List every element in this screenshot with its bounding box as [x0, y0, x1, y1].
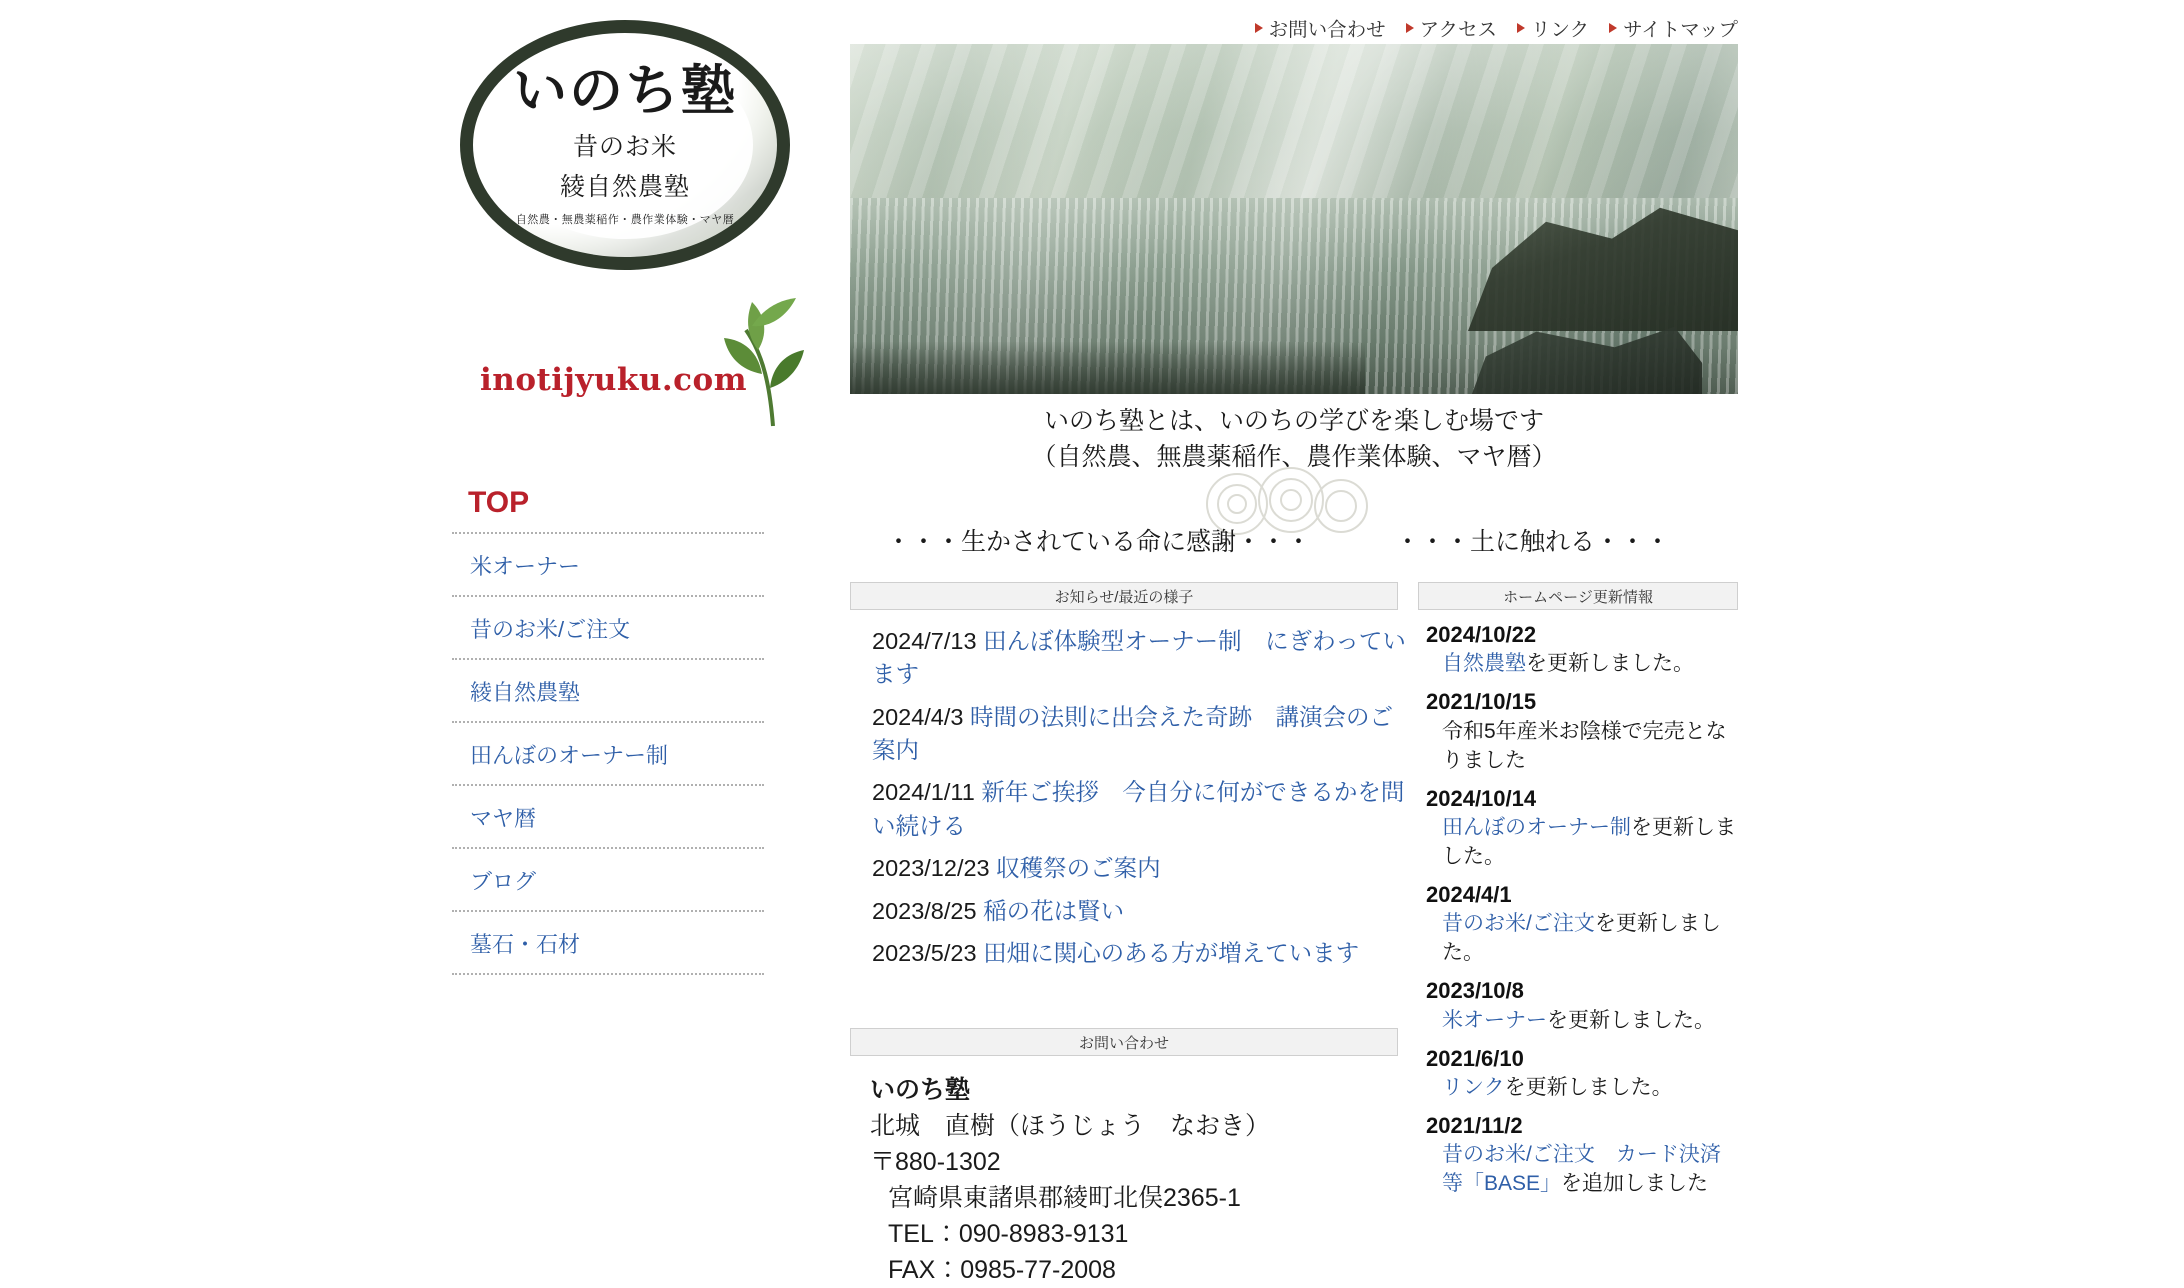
update-item [1426, 784, 1738, 872]
news-item-title[interactable]: 稲の花は賢い [983, 897, 1125, 924]
hero-image [850, 44, 1738, 394]
update-item-body [1426, 650, 1738, 679]
news-item-date: 2023/8/25 [872, 897, 977, 924]
update-item-body [1426, 910, 1738, 968]
update-item-body [1426, 814, 1738, 872]
news-item[interactable] [850, 852, 1406, 885]
sidebar-item-old-rice-order[interactable]: 昔のお米/ご注文 [452, 597, 764, 660]
hero-shore-layer [850, 342, 1365, 394]
news-list [850, 625, 1406, 979]
tagline-line-2: （自然農、無農薬稲作、農作業体験、マヤ暦） [1031, 442, 1557, 471]
news-item-title[interactable]: 新年ご挨拶 今自分に何ができるかを問い続ける [872, 779, 1405, 839]
update-item-text: を更新しました。 [1442, 912, 1721, 965]
update-item [1426, 880, 1738, 968]
logo-inner-text [497, 51, 753, 239]
update-item-link[interactable]: 田んぼのオーナー制 [1442, 815, 1631, 839]
topnav-label-access: アクセス [1419, 19, 1498, 41]
update-item-text: を更新しました。 [1442, 815, 1736, 868]
news-item-title[interactable]: 時間の法則に出会えた奇跡 講演会のご案内 [872, 703, 1394, 764]
logo-url-text: inotijyuku.com [480, 362, 748, 398]
sidebar-item-top[interactable]: TOP [452, 482, 764, 534]
catchphrase-left: ・・・生かされている命に感謝・・・ [886, 528, 1312, 556]
logo-main-text: いのち塾 [513, 58, 737, 122]
update-item-text: 令和5年産米お陰様で完売となりました [1442, 719, 1727, 772]
update-item-link[interactable]: 米オーナー [1442, 1008, 1547, 1032]
update-item-body [1426, 1074, 1738, 1103]
update-item-date: 2021/10/15 [1426, 689, 1537, 715]
update-item-text: を更新しました。 [1547, 1008, 1715, 1032]
contact-address: 宮崎県東諸県郡綾町北俣2365-1 [888, 1184, 1241, 1212]
news-item[interactable] [850, 625, 1406, 692]
update-item-date: 2021/11/2 [1426, 1112, 1523, 1138]
news-item-date: 2024/4/3 [872, 703, 964, 730]
update-item-text: を更新しました。 [1526, 652, 1694, 676]
arrow-right-icon [1255, 23, 1263, 33]
contact-panel-header: お問い合わせ [850, 1028, 1398, 1056]
news-item-date: 2024/1/11 [872, 779, 975, 806]
news-item[interactable] [850, 701, 1406, 768]
news-item-date: 2023/12/23 [872, 855, 990, 882]
rice-plant-icon [718, 278, 828, 428]
update-item [1426, 976, 1738, 1035]
update-item-link[interactable]: 自然農塾 [1442, 652, 1526, 676]
update-list [1426, 620, 1738, 1207]
sidebar-item-blog[interactable]: ブログ [452, 849, 764, 912]
update-item-link[interactable]: リンク [1442, 1075, 1505, 1099]
update-item-link[interactable]: 昔のお米/ご注文 カード決済等「BASE」 [1442, 1143, 1721, 1196]
news-item[interactable] [850, 937, 1406, 970]
logo-sub-text-3: 自然農・無農薬稲作・農作業体験・マヤ暦 [515, 214, 735, 226]
logo-sub-text-1: 昔のお米 [572, 132, 677, 161]
topnav-label-contact: お問い合わせ [1268, 19, 1386, 41]
topnav-label-link: リンク [1531, 19, 1590, 41]
update-item-date: 2024/4/1 [1426, 881, 1512, 907]
news-item[interactable] [850, 776, 1406, 843]
topnav-item-contact[interactable] [1255, 14, 1386, 42]
news-panel-header: お知らせ/最近の様子 [850, 582, 1398, 610]
news-item[interactable] [850, 895, 1406, 928]
update-item-date: 2024/10/22 [1426, 622, 1537, 647]
news-item-date: 2024/7/13 [872, 628, 977, 654]
update-item-body [1426, 1007, 1738, 1036]
contact-fax: FAX：0985-77-2008 [888, 1256, 1116, 1284]
contact-details [870, 1072, 1470, 1288]
update-item-body [1426, 1141, 1738, 1199]
update-item [1426, 1111, 1738, 1199]
topnav-item-sitemap[interactable] [1609, 14, 1738, 42]
update-item-text: を追加しました [1561, 1172, 1709, 1196]
topnav-label-sitemap: サイトマップ [1623, 19, 1738, 41]
sidebar-item-gravestone[interactable]: 墓石・石材 [452, 912, 764, 975]
sidebar-item-rice-owner[interactable]: 米オーナー [452, 534, 764, 597]
arrow-right-icon [1406, 23, 1414, 33]
update-item-date: 2024/10/14 [1426, 785, 1537, 811]
logo-sub-text-2: 綾自然農塾 [559, 172, 690, 201]
news-item-title[interactable]: 田畑に関心のある方が増えています [983, 939, 1360, 966]
update-item [1426, 620, 1738, 679]
update-item-body [1426, 718, 1738, 776]
catchphrase-right: ・・・土に触れる・・・ [1395, 528, 1671, 556]
site-logo[interactable] [440, 10, 810, 398]
update-item [1426, 1044, 1738, 1103]
logo-circle-stamp [460, 20, 790, 270]
sidebar-item-paddy-owner-system[interactable]: 田んぼのオーナー制 [452, 723, 764, 786]
update-item-text: を更新しました。 [1504, 1075, 1673, 1099]
hero-sky-layer [850, 44, 1738, 198]
contact-org-name: いのち塾 [870, 1076, 971, 1104]
contact-person-name: 北城 直樹（ほうじょう なおき） [870, 1112, 1271, 1140]
news-item-title[interactable]: 収穫祭のご案内 [996, 855, 1161, 882]
sidebar-item-maya-calendar[interactable]: マヤ暦 [452, 786, 764, 849]
news-item-date: 2023/5/23 [872, 939, 977, 966]
tagline-line-1: いのち塾とは、いのちの学びを楽しむ場です [1043, 407, 1544, 435]
update-item-link[interactable]: 昔のお米/ご注文 [1442, 912, 1595, 936]
sidebar-item-aya-shizen-nojuku[interactable]: 綾自然農塾 [452, 660, 764, 723]
update-item-date: 2023/10/8 [1426, 978, 1524, 1004]
topnav-item-link[interactable] [1517, 14, 1589, 42]
sidebar-navigation [452, 482, 764, 975]
topnav-item-access[interactable] [1406, 14, 1497, 42]
update-item-date: 2021/6/10 [1426, 1045, 1524, 1071]
update-item [1426, 687, 1738, 775]
news-item-title[interactable]: 田んぼ体験型オーナー制 にぎわっています [872, 628, 1406, 688]
contact-postal-code: 〒880-1302 [870, 1148, 1001, 1176]
top-navigation [850, 14, 1738, 42]
arrow-right-icon [1609, 23, 1617, 33]
update-panel-header: ホームページ更新情報 [1418, 582, 1738, 610]
contact-telephone: TEL：090-8983-9131 [888, 1220, 1129, 1248]
arrow-right-icon [1517, 23, 1525, 33]
